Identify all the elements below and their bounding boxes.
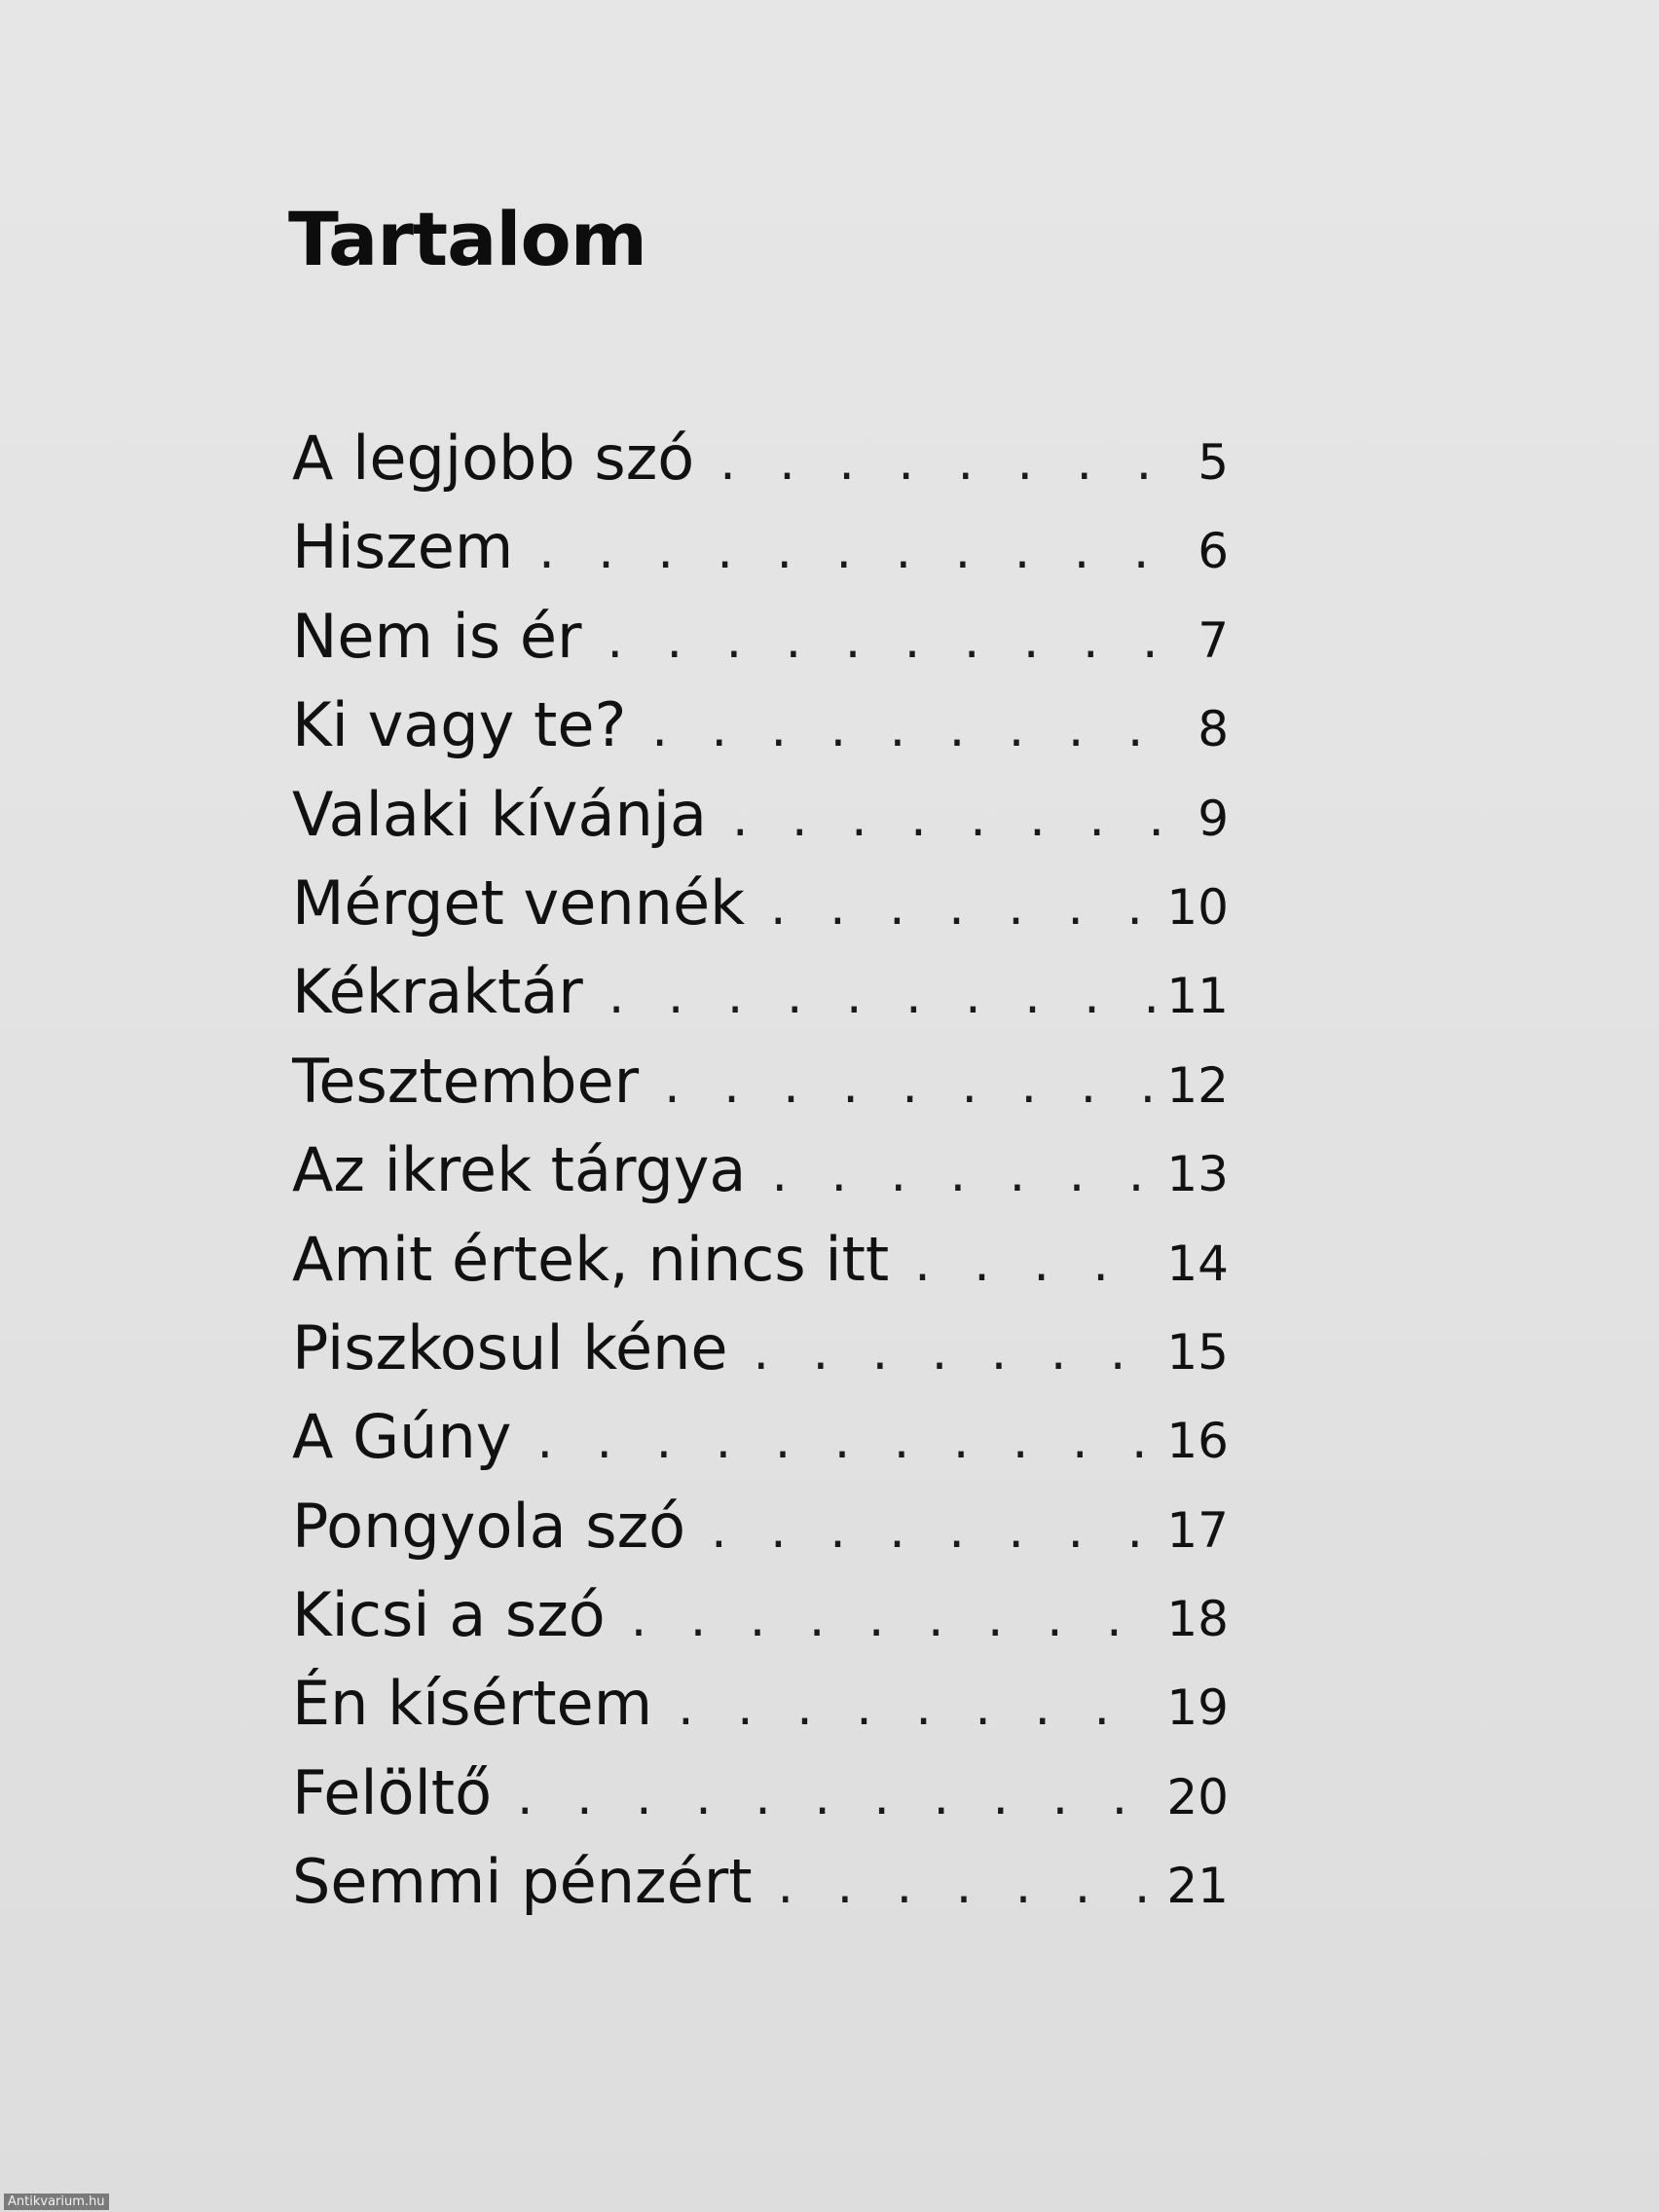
- toc-entry: [292, 1304, 1229, 1392]
- dot-leader: [771, 1130, 1155, 1214]
- toc-entry-title: Nem is ér: [292, 600, 582, 672]
- dot-leader: [719, 419, 1161, 502]
- toc-entry: [292, 1037, 1229, 1125]
- toc-entry-title: Az ikrek tárgya: [292, 1134, 747, 1206]
- dot-leader: [538, 507, 1161, 591]
- toc-entry: [292, 1392, 1229, 1481]
- toc-entry: [292, 1570, 1229, 1659]
- toc-entry-page: 10: [1166, 878, 1229, 936]
- toc-entry-page: 14: [1166, 1235, 1229, 1292]
- toc-entry: [292, 681, 1229, 769]
- dot-leader: [778, 1842, 1156, 1926]
- toc-entry: [292, 1659, 1229, 1748]
- toc-entry: [292, 947, 1229, 1036]
- toc-entry-page: 18: [1166, 1591, 1229, 1648]
- dot-leader: [711, 1487, 1155, 1570]
- toc-entry-title: Mérget vennék: [292, 866, 746, 939]
- dot-leader: [732, 775, 1161, 859]
- toc-entry-title: A legjobb szó: [292, 423, 695, 494]
- toc-entry-title: A Gúny: [292, 1401, 512, 1473]
- toc-entry: [292, 1215, 1229, 1304]
- toc-entry-page: 7: [1198, 611, 1229, 669]
- toc-entry-page: 11: [1166, 968, 1229, 1025]
- toc-entry-title: Hiszem: [292, 511, 514, 583]
- dot-leader: [770, 864, 1155, 947]
- toc-entry: [292, 1482, 1229, 1570]
- dot-leader: [664, 1042, 1155, 1125]
- dot-leader: [914, 1220, 1155, 1304]
- toc-entry-title: Kicsi a szó: [292, 1579, 606, 1651]
- toc-entry: [292, 502, 1229, 591]
- toc-entry-title: Felöltő: [292, 1756, 493, 1828]
- dot-leader: [651, 685, 1161, 769]
- toc-entry-title: Semmi pénzért: [292, 1846, 753, 1918]
- toc-entry: [292, 1837, 1229, 1926]
- toc-entry-title: Kékraktár: [292, 956, 583, 1028]
- toc-entry-page: 8: [1198, 701, 1229, 758]
- dot-leader: [678, 1664, 1155, 1748]
- table-of-contents: [292, 414, 1229, 1927]
- toc-entry-page: 19: [1166, 1679, 1229, 1737]
- toc-entry-page: 21: [1166, 1858, 1229, 1915]
- watermark-label: Antikvarium.hu: [4, 2194, 109, 2210]
- toc-entry-title: Pongyola szó: [292, 1490, 686, 1562]
- toc-entry: [292, 1749, 1229, 1837]
- toc-entry: [292, 592, 1229, 681]
- toc-entry-page: 12: [1166, 1056, 1229, 1114]
- toc-entry-page: 20: [1166, 1768, 1229, 1825]
- dot-leader: [608, 952, 1156, 1036]
- toc-entry-page: 17: [1166, 1501, 1229, 1559]
- toc-entry-page: 13: [1166, 1146, 1229, 1203]
- toc-entry: [292, 770, 1229, 859]
- toc-entry-page: 5: [1198, 434, 1229, 491]
- toc-entry-title: Tesztember: [292, 1045, 640, 1117]
- toc-entry: [292, 859, 1229, 947]
- dot-leader: [631, 1575, 1156, 1659]
- dot-leader: [517, 1753, 1155, 1837]
- page-title: Tartalom: [288, 196, 646, 282]
- toc-entry-title: Valaki kívánja: [292, 778, 707, 850]
- dot-leader: [754, 1309, 1156, 1392]
- toc-entry-title: Én kísértem: [292, 1668, 653, 1740]
- dot-leader: [536, 1397, 1155, 1481]
- toc-entry-page: 16: [1166, 1413, 1229, 1470]
- toc-entry-title: Ki vagy te?: [292, 689, 627, 761]
- dot-leader: [608, 597, 1161, 681]
- toc-entry-page: 9: [1198, 790, 1229, 847]
- toc-entry-page: 15: [1166, 1323, 1229, 1381]
- toc-entry-title: Amit értek, nincs itt: [292, 1223, 890, 1295]
- toc-entry: [292, 414, 1229, 502]
- toc-entry-page: 6: [1198, 523, 1229, 580]
- toc-entry: [292, 1125, 1229, 1214]
- toc-entry-title: Piszkosul kéne: [292, 1311, 728, 1383]
